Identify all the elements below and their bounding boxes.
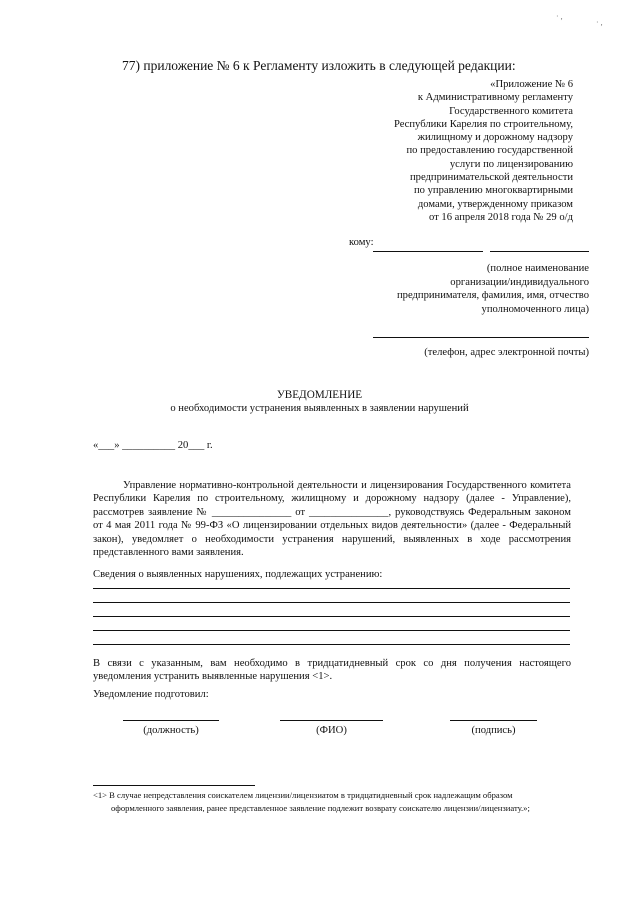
appendix-header [273, 78, 573, 224]
violations-line [93, 602, 570, 603]
signature-line-signature [450, 720, 537, 721]
footnote-separator [93, 785, 255, 786]
contact-caption: (телефон, адрес электронной почты) [424, 347, 589, 358]
intro-paragraph: 77) приложение № 6 к Регламенту изложить в следующей редакции: [122, 58, 516, 73]
violations-line [93, 630, 570, 631]
appendix-line: «Приложение № 6 [490, 79, 573, 90]
consequence-paragraph: В связи с указанным, вам необходимо в тридцатидневный срок со дня получения настоящего уведомления устранить выявленные нарушения <1>. [93, 658, 571, 683]
violations-line [93, 588, 570, 589]
appendix-line: по предоставлению государственной [406, 145, 573, 157]
appendix-line: услуги по лицензированию [449, 158, 573, 170]
corner-mark-left: · , [556, 12, 563, 21]
prepared-by-label: Уведомление подготовил: [93, 689, 209, 700]
signature-caption-signature: (подпись) [471, 725, 516, 736]
signature-line-name [280, 720, 383, 721]
violations-line [93, 616, 570, 617]
appendix-line: по управлению многоквартирными [413, 185, 573, 197]
appendix-line: от 16 апреля 2018 года № 29 о/д [429, 211, 573, 223]
appendix-line: домами, утвержденному приказом [417, 198, 573, 210]
contact-line [373, 337, 589, 338]
footnote-line: оформленного заявления, ранее представленное заявление подлежит возврату соискателю лицензии/лицензиату.»; [111, 803, 530, 813]
recipient-name-line-a [373, 251, 483, 252]
footnote [93, 789, 571, 815]
recipient-caption-line: уполномоченного лица) [481, 303, 589, 315]
signature-line-position [123, 720, 219, 721]
recipient-caption-line: организации/индивидуального [450, 276, 589, 288]
appendix-line: к Административному регламенту [417, 92, 573, 104]
violations-line [93, 644, 570, 645]
appendix-line: предпринимательской деятельности [410, 172, 573, 184]
corner-mark-right: · , [596, 18, 603, 27]
recipient-caption [329, 262, 589, 316]
violations-label: Сведения о выявленных нарушениях, подлежащих устранению: [93, 569, 383, 580]
recipient-name-line-b [490, 251, 589, 252]
recipient-label: кому: [349, 237, 374, 248]
recipient-caption-line: (полное наименование [486, 263, 589, 274]
recipient-caption-line: предпринимателя, фамилия, имя, отчество [397, 290, 589, 302]
signature-caption-position: (должность) [143, 725, 199, 736]
date-field: «___» __________ 20___ г. [93, 440, 213, 451]
appendix-line: жилищному и дорожному надзору [417, 132, 573, 144]
document-subtitle: о необходимости устранения выявленных в заявлении нарушений [170, 403, 469, 414]
appendix-line: Государственного комитета [449, 105, 573, 117]
notice-body: Управление нормативно-контрольной деятельности и лицензирования Государственного комитета Республики Карелия по строительному, жилищному и дорожному надзору (далее - Управление), рассмотрев заявление № _______________ от _______________, руководствуясь Федеральным законом от 4 мая 2011 года № 99-ФЗ «О лицензировании отдельных видов деятельности» (далее - Федеральный закон), уведомляет о необходимости устранения нарушений, выявленных в ходе рассмотрения представленного вами заявления. [93, 480, 571, 559]
document-title: УВЕДОМЛЕНИЕ [276, 389, 363, 401]
footnote-line: <1> В случае непредставления соискателем лицензии/лицензиатом в тридцатидневный срок надлежащим образом [93, 790, 513, 800]
signature-caption-name: (ФИО) [316, 725, 347, 736]
appendix-line: Республики Карелия по строительному, [393, 118, 573, 130]
